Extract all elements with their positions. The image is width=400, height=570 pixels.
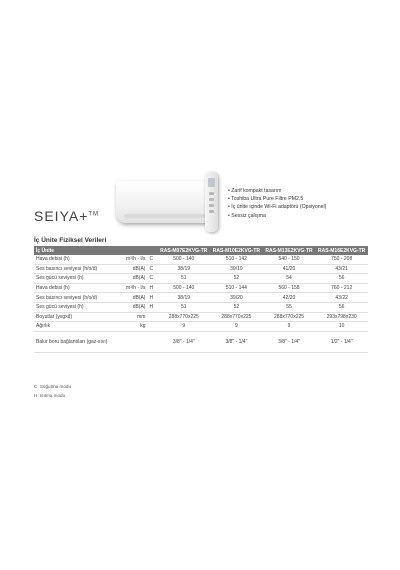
- remote-control-image: [205, 172, 218, 232]
- row-label: Ses basıncı seviyesi (h/o/d): [34, 293, 111, 303]
- row-unit: dB(A): [111, 302, 147, 312]
- brand-name: SEIYA+: [34, 208, 89, 224]
- spec-table: [34, 246, 368, 353]
- row-unit: mm: [111, 312, 147, 322]
- table-cell: 9: [157, 322, 210, 332]
- table-cell: 500 - 140: [157, 255, 210, 264]
- feature-list: [228, 187, 326, 220]
- row-label: Ses gücü seviyesi (h): [34, 302, 111, 312]
- header-label: İç Ünite: [34, 246, 157, 255]
- row-label: Hava debisi (h): [34, 283, 111, 293]
- row-unit: kg: [111, 322, 147, 332]
- table-cell: 39/19: [210, 264, 263, 274]
- table-cell: 288x770x225: [157, 312, 210, 322]
- table-cell: 42/20: [263, 293, 316, 303]
- table-cell: 560 - 158: [263, 283, 316, 293]
- note-heating: H: Isıtma modu: [34, 393, 66, 399]
- table-cell: 52: [210, 302, 263, 312]
- row-unit: m³/h - l/s: [111, 283, 147, 293]
- row-unit: dB(A): [111, 274, 147, 284]
- row-unit: dB(A): [111, 264, 147, 274]
- row-label: Hava debisi (h): [34, 255, 111, 264]
- trademark-mark: TM: [88, 211, 100, 218]
- table-cell: 54: [263, 274, 316, 284]
- table-row: [34, 331, 368, 352]
- notes: [34, 382, 71, 401]
- table-row: [34, 293, 368, 303]
- feature-item: • Toshiba Ultra Pure Filtre PM2.5: [228, 195, 326, 203]
- table-cell: 9: [263, 322, 316, 332]
- table-cell: 43/21: [315, 264, 368, 274]
- model-header: RAS-M07E2KVG-TR: [157, 246, 210, 255]
- table-cell: 56: [315, 274, 368, 284]
- row-mode: C: [147, 255, 157, 264]
- table-row: [34, 255, 368, 264]
- row-mode: H: [147, 302, 157, 312]
- table-cell: 38/19: [157, 293, 210, 303]
- table-row: [34, 264, 368, 274]
- model-header: RAS-M13E2KVG-TR: [263, 246, 316, 255]
- table-cell: 750 - 208: [315, 255, 368, 264]
- row-mode: H: [147, 283, 157, 293]
- product-brand: [34, 208, 99, 224]
- table-header-row: [34, 246, 368, 255]
- table-cell: 3/8" - 1/4": [263, 331, 316, 352]
- row-mode: H: [147, 293, 157, 303]
- remote-screen: [208, 178, 215, 187]
- table-cell: 288x770x225: [263, 312, 316, 322]
- row-unit: m³/h - l/s: [111, 255, 147, 264]
- table-cell: 9: [210, 322, 263, 332]
- row-mode: [147, 331, 157, 352]
- table-cell: 510 - 142: [210, 255, 263, 264]
- table-cell: 55: [263, 302, 316, 312]
- table-cell: 3/8" - 1/4": [210, 331, 263, 352]
- table-row: [34, 274, 368, 284]
- model-header: RAS-M10E2KVG-TR: [210, 246, 263, 255]
- row-label: Ağırlık: [34, 322, 111, 332]
- indoor-unit-image: [116, 181, 214, 229]
- table-row: [34, 322, 368, 332]
- table-cell: 510 - 144: [210, 283, 263, 293]
- indoor-unit-vent: [124, 214, 206, 218]
- table-cell: 3/8" - 1/4": [157, 331, 210, 352]
- table-cell: 51: [157, 302, 210, 312]
- remote-button: [209, 192, 214, 195]
- table-cell: 1/2" - 1/4": [315, 331, 368, 352]
- table-cell: 293x798x230: [315, 312, 368, 322]
- row-label: Ses basıncı seviyesi (h/o/d): [34, 264, 111, 274]
- table-cell: 10: [315, 322, 368, 332]
- row-label: Boyutlar (yxgxd): [34, 312, 111, 322]
- model-header: RAS-M16E2KVG-TR: [315, 246, 368, 255]
- table-cell: 43/22: [315, 293, 368, 303]
- row-mode: [147, 322, 157, 332]
- table-cell: 288x770x225: [210, 312, 263, 322]
- row-label: Bakır boru bağlantıları (gaz-sıvı): [34, 331, 111, 352]
- table-cell: 540 - 150: [263, 255, 316, 264]
- table-cell: 39/20: [210, 293, 263, 303]
- row-label: Ses gücü seviyesi (h): [34, 274, 111, 284]
- row-unit: dB(A): [111, 293, 147, 303]
- table-cell: 51: [157, 274, 210, 284]
- row-unit: [111, 331, 147, 352]
- row-mode: C: [147, 274, 157, 284]
- feature-item: • Zarif kompakt tasarım: [228, 187, 326, 195]
- table-cell: 760 - 212: [315, 283, 368, 293]
- table-row: [34, 283, 368, 293]
- section-title: İç Ünite Fiziksel Verileri: [34, 237, 107, 244]
- table-cell: 52: [210, 274, 263, 284]
- row-mode: [147, 312, 157, 322]
- table-cell: 38/19: [157, 264, 210, 274]
- table-cell: 500 - 140: [157, 283, 210, 293]
- table-cell: 56: [315, 302, 368, 312]
- table-row: [34, 312, 368, 322]
- table-row: [34, 302, 368, 312]
- remote-button: [209, 204, 214, 207]
- feature-item: • Sessiz çalışma: [228, 212, 326, 220]
- remote-button: [209, 210, 214, 213]
- feature-item: • İç ünite içinde Wi-Fi adaptörü (Opsiyonel): [228, 203, 326, 211]
- row-mode: C: [147, 264, 157, 274]
- remote-button: [209, 198, 214, 201]
- table-cell: 41/20: [263, 264, 316, 274]
- note-cooling: C: Soğutma modu: [34, 384, 72, 389]
